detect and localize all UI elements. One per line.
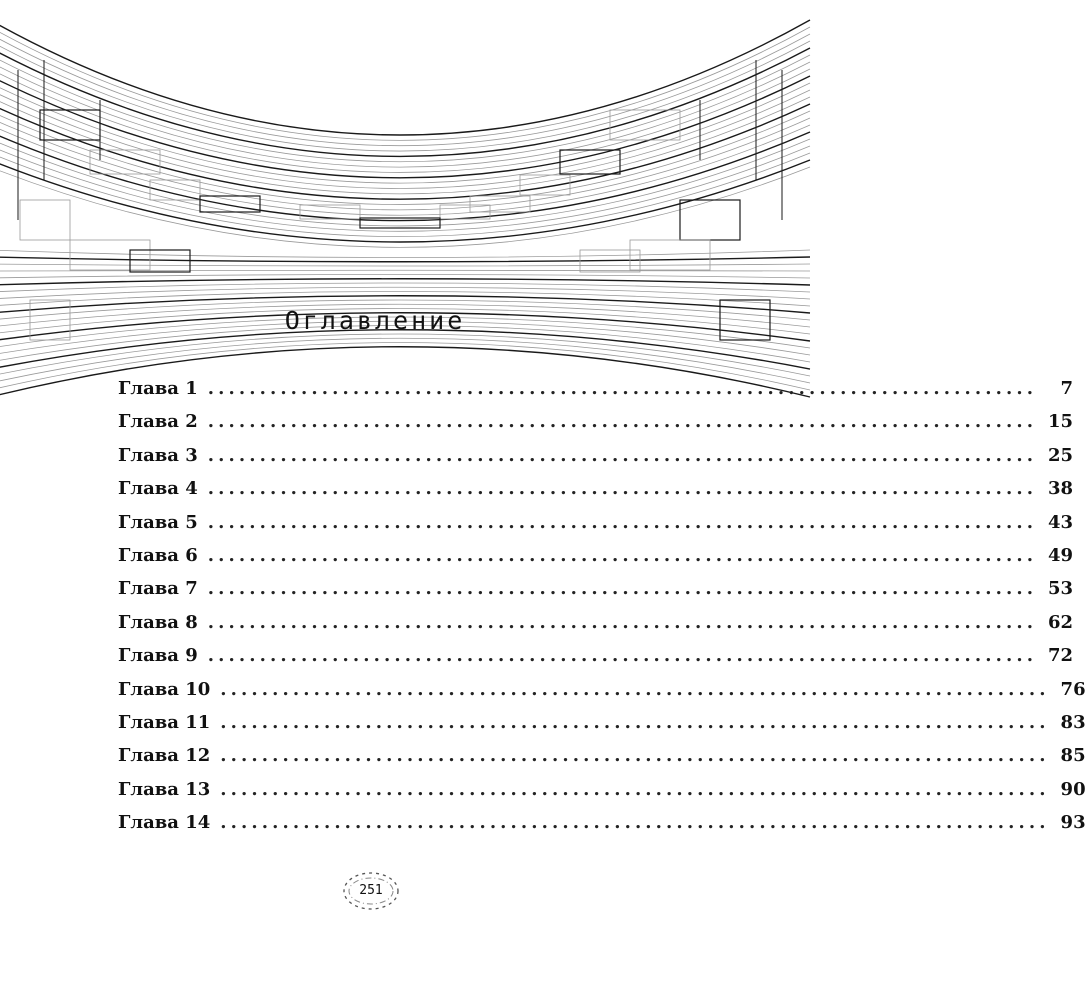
toc-dot-leader: ................................................................................	[207, 645, 1038, 667]
toc-entry-page: 25	[1048, 444, 1074, 466]
toc-entry-page: 49	[1048, 544, 1074, 566]
toc-entry[interactable]	[118, 678, 1086, 712]
toc-entry[interactable]	[118, 611, 1074, 645]
toc-entry[interactable]	[118, 444, 1074, 478]
page-title: Оглавление	[284, 306, 466, 335]
toc-entry-page: 43	[1048, 511, 1074, 533]
page-number-ornament	[340, 866, 402, 916]
toc-dot-leader: ................................................................................	[207, 411, 1038, 433]
toc-entry[interactable]	[118, 812, 1086, 845]
toc-entry-page: 83	[1060, 711, 1086, 733]
toc-entry-label: Глава 1	[118, 378, 198, 399]
toc-entry-label: Глава 4	[118, 478, 198, 500]
toc-dot-leader: ................................................................................	[207, 378, 1038, 399]
toc-entry[interactable]	[118, 544, 1074, 578]
toc-dot-leader: ................................................................................	[220, 745, 1050, 767]
toc-entry-label: Глава 7	[118, 578, 198, 600]
toc-entry-label: Глава 13	[118, 778, 211, 800]
toc-entry-label: Глава 10	[118, 678, 211, 700]
decor-line	[0, 34, 810, 146]
toc-entry-page: 93	[1060, 812, 1086, 834]
decor-line	[0, 279, 810, 285]
toc-entry[interactable]	[118, 578, 1074, 611]
toc-entry-page: 7	[1060, 378, 1074, 399]
decor-line	[0, 330, 810, 369]
toc-entry[interactable]	[118, 778, 1086, 812]
header-tunnel-graphic	[0, 0, 800, 420]
toc-dot-leader: ................................................................................	[220, 778, 1050, 800]
toc-entry[interactable]	[118, 711, 1086, 745]
decor-rect	[520, 175, 570, 195]
toc-entry[interactable]	[118, 378, 1074, 411]
toc-entry-page: 15	[1048, 411, 1074, 433]
toc-dot-leader: ................................................................................	[207, 444, 1038, 466]
toc-entry-label: Глава 14	[118, 812, 211, 834]
table-of-contents	[118, 378, 1086, 845]
toc-entry-label: Глава 5	[118, 511, 198, 533]
toc-entry-label: Глава 9	[118, 645, 198, 667]
decor-line	[0, 287, 810, 299]
toc-dot-leader: ................................................................................	[207, 578, 1038, 600]
decor-line	[0, 275, 810, 279]
decor-line	[0, 27, 810, 140]
toc-entry[interactable]	[118, 478, 1074, 511]
toc-entry[interactable]	[118, 411, 1074, 444]
decor-line	[0, 338, 810, 383]
page-number: 251	[359, 883, 383, 898]
decor-line	[0, 264, 810, 266]
decor-line	[0, 76, 810, 178]
toc-entry[interactable]	[118, 645, 1074, 678]
decor-line	[0, 153, 810, 237]
toc-entry-label: Глава 6	[118, 544, 198, 566]
decor-rect	[680, 200, 740, 240]
toc-entry-label: Глава 12	[118, 745, 211, 767]
toc-entry-page: 38	[1048, 478, 1074, 500]
toc-entry-page: 72	[1048, 645, 1074, 667]
toc-entry-page: 62	[1048, 611, 1074, 633]
toc-dot-leader: ................................................................................	[220, 678, 1050, 700]
toc-entry-label: Глава 2	[118, 411, 198, 433]
toc-entry-page: 76	[1060, 678, 1086, 700]
decor-line	[0, 83, 810, 183]
toc-entry-page: 90	[1060, 778, 1086, 800]
toc-entry-page: 53	[1048, 578, 1074, 600]
decor-line	[0, 20, 810, 135]
decor-line	[0, 118, 810, 210]
toc-entry-label: Глава 11	[118, 711, 211, 733]
toc-dot-leader: ................................................................................	[207, 544, 1038, 566]
decor-line	[0, 250, 810, 258]
toc-entry[interactable]	[118, 511, 1074, 545]
decor-rect	[20, 200, 70, 240]
toc-entry-label: Глава 3	[118, 444, 198, 466]
toc-dot-leader: ................................................................................	[207, 478, 1038, 500]
toc-entry-page: 85	[1060, 745, 1086, 767]
toc-entry-label: Глава 8	[118, 611, 198, 633]
toc-entry[interactable]	[118, 745, 1086, 778]
toc-dot-leader: ................................................................................	[220, 711, 1050, 733]
toc-dot-leader: ................................................................................	[207, 611, 1038, 633]
toc-dot-leader: ................................................................................	[207, 511, 1038, 533]
toc-dot-leader: ................................................................................	[220, 812, 1050, 834]
